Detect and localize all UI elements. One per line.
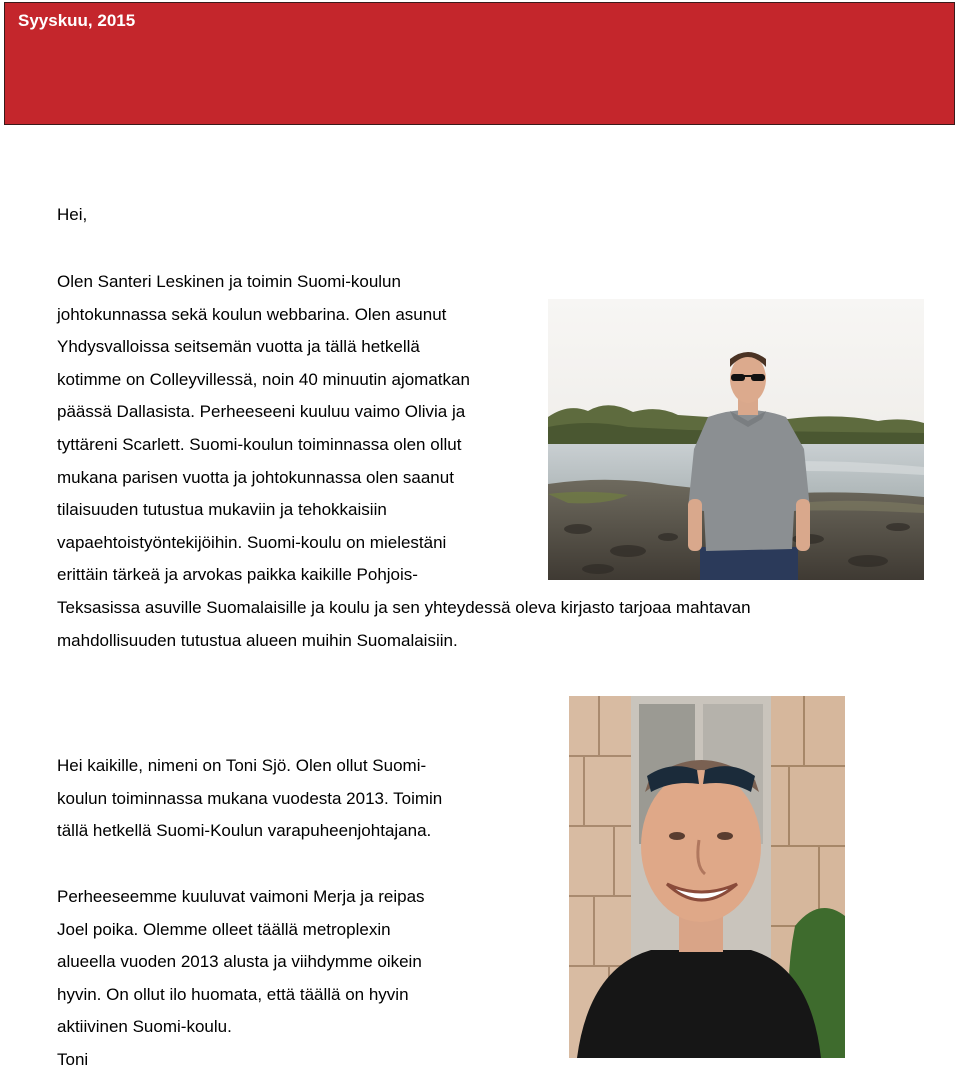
family-line: hyvin. On ollut ilo huomata, että täällä on hyvin <box>57 984 409 1004</box>
intro-line: johtokunnassa sekä koulun webbarina. Olen asunut <box>57 304 447 324</box>
intro-line: mukana parisen vuotta ja johtokunnassa olen saanut <box>57 467 454 487</box>
family-line: alueella vuoden 2013 alusta ja viihdymme oikein <box>57 952 422 972</box>
beach-photo <box>548 299 924 580</box>
portrait-photo <box>559 676 845 1058</box>
intro-line: mahdollisuuden tutustua alueen muihin Suomalaisiin. <box>57 630 458 650</box>
family-line: Perheeseemme kuuluvat vaimoni Merja ja reipas <box>57 887 425 906</box>
intro-line: erittäin tärkeä ja arvokas paikka kaikille Pohjois- <box>57 565 418 585</box>
greeting: Hei, <box>57 205 88 224</box>
intro-line: Yhdysvalloissa seitsemän vuotta ja tällä hetkellä <box>57 337 420 357</box>
intro-line: tyttäreni Scarlett. Suomi-koulun toiminnassa olen ollut <box>57 434 462 454</box>
header-title: Syyskuu, 2015 <box>18 11 136 30</box>
intro-line: Olen Santeri Leskinen ja toimin Suomi-koulun <box>57 272 401 291</box>
toni-line: koulun toiminnassa mukana vuodesta 2013. Toimin <box>57 788 443 808</box>
toni-line: tällä hetkellä Suomi-Koulun varapuheenjohtajana. <box>57 821 432 841</box>
intro-line: Teksasissa asuville Suomalaisille ja koulu ja sen yhteydessä oleva kirjasto tarjoaa mahtavan <box>57 597 751 617</box>
intro-line: vapaehtoistyöntekijöihin. Suomi-koulu on mielestäni <box>57 532 447 552</box>
family-line: Joel poika. Olemme olleet täällä metroplexin <box>57 919 391 939</box>
intro-line: tilaisuuden tutustua mukaviin ja tehokkaisiin <box>57 500 387 520</box>
intro-line: päässä Dallasista. Perheeseeni kuuluu vaimo Olivia ja <box>57 402 466 422</box>
intro-line: kotimme on Colleyvillessä, noin 40 minuutin ajomatkan <box>57 369 470 389</box>
signature: Toni <box>57 1049 89 1069</box>
toni-line: Hei kaikille, nimeni on Toni Sjö. Olen ollut Suomi- <box>57 756 427 775</box>
family-paragraph <box>57 881 425 1077</box>
header-band <box>4 2 955 125</box>
family-line: aktiivinen Suomi-koulu. <box>57 1017 232 1037</box>
toni-paragraph <box>57 750 442 848</box>
